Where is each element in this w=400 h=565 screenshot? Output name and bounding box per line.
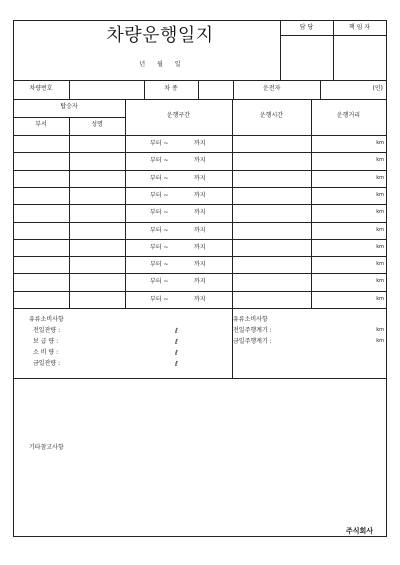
vehicle-row-sep-3 (198, 80, 199, 99)
frame-left (13, 20, 14, 537)
row-from-label: 부터 ~ (150, 192, 169, 199)
row-from-label: 부터 ~ (150, 157, 169, 164)
row-from-label: 부터 ~ (150, 244, 169, 251)
approver-1-label: 담 당 (299, 24, 314, 31)
liter-unit-4: ℓ (175, 360, 178, 368)
col-line-dept-name (69, 117, 70, 309)
row-to-label: 까지 (194, 192, 206, 199)
row-from-label: 부터 ~ (150, 296, 169, 303)
row-line (13, 273, 387, 274)
dept-header: 부서 (35, 121, 47, 128)
row-line (13, 170, 387, 171)
odometer-unit-2: km (376, 338, 384, 344)
notes-label: 기타참고사항 (29, 444, 64, 451)
frame-top (13, 20, 387, 21)
driver-label: 운전자 (263, 85, 281, 92)
row-from-label: 부터 ~ (150, 209, 169, 216)
row-to-label: 까지 (194, 227, 206, 234)
vehicle-row-sep-1 (69, 80, 70, 99)
page-title: 차량운행일지 (106, 25, 214, 46)
fuel-right-heading: 유류소비사항 (233, 316, 268, 323)
approval-header-line (280, 35, 386, 36)
company-name: 주식회사 (346, 527, 374, 535)
row-to-label: 까지 (194, 296, 206, 303)
row-unit-label: km (376, 261, 384, 267)
prev-odometer-label: 전일주행계기 : (233, 327, 272, 334)
row-unit-label: km (376, 244, 384, 250)
row-from-label: 부터 ~ (150, 140, 169, 147)
row-line (13, 204, 387, 205)
frame-right (386, 20, 387, 537)
row-from-label: 부터 ~ (150, 261, 169, 268)
vehicle-number-label: 차량번호 (29, 85, 53, 92)
odometer-unit-1: km (376, 327, 384, 333)
vehicle-type-label: 차 종 (164, 85, 178, 92)
notes-section-top (13, 378, 387, 379)
row-unit-label: km (376, 175, 384, 181)
seal-mark: (인) (372, 85, 383, 92)
row-to-label: 까지 (194, 209, 206, 216)
row-line (13, 222, 387, 223)
vehicle-row-sep-5 (320, 80, 321, 99)
row-to-label: 까지 (194, 175, 206, 182)
liter-unit-2: ℓ (175, 338, 178, 346)
row-line (13, 135, 387, 136)
row-line (13, 152, 387, 153)
today-odometer-label: 금일주행계기 : (233, 338, 272, 345)
row-unit-label: km (376, 209, 384, 215)
table-header-top (13, 99, 387, 100)
approver-2-label: 책 임 자 (348, 24, 371, 31)
liter-unit-3: ℓ (175, 349, 178, 357)
row-unit-label: km (376, 140, 384, 146)
consumption-label: 소 비 량 : (33, 349, 59, 356)
row-line (13, 291, 387, 292)
passenger-header: 탑승자 (60, 103, 78, 110)
row-to-label: 까지 (194, 278, 206, 285)
row-unit-label: km (376, 192, 384, 198)
row-unit-label: km (376, 296, 384, 302)
row-unit-label: km (376, 227, 384, 233)
vehicle-row-sep-4 (233, 80, 234, 99)
row-line (13, 239, 387, 240)
supply-label: 보 급 량 : (33, 338, 59, 345)
row-unit-label: km (376, 278, 384, 284)
today-remaining-label: 금일잔량 : (33, 360, 61, 367)
time-header: 운행시간 (259, 112, 284, 119)
row-to-label: 까지 (194, 157, 206, 164)
row-line (13, 256, 387, 257)
prev-remaining-label: 전일잔량 : (33, 327, 61, 334)
row-line (13, 187, 387, 188)
section-header: 운행구간 (166, 112, 191, 119)
fuel-section-top (13, 308, 387, 309)
fuel-left-heading: 유류소비사항 (29, 316, 64, 323)
row-to-label: 까지 (194, 244, 206, 251)
name-header: 성명 (91, 121, 103, 128)
distance-header: 운행거리 (336, 112, 361, 119)
row-to-label: 까지 (194, 140, 206, 147)
liter-unit-1: ℓ (175, 327, 178, 335)
row-from-label: 부터 ~ (150, 175, 169, 182)
frame-bottom (13, 536, 387, 537)
row-from-label: 부터 ~ (150, 227, 169, 234)
row-unit-label: km (376, 157, 384, 163)
date-line: 년 월 일 (139, 61, 181, 68)
row-to-label: 까지 (194, 261, 206, 268)
row-from-label: 부터 ~ (150, 278, 169, 285)
